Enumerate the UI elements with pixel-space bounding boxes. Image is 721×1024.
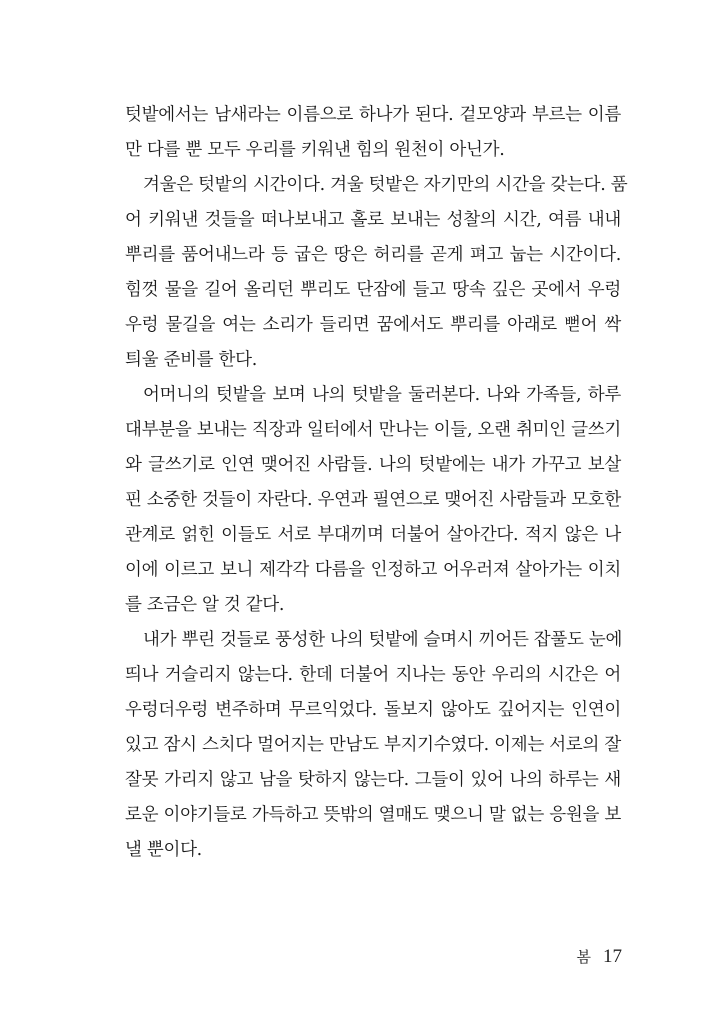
text-line: 잘못 가리지 않고 남을 탓하지 않는다. 그들이 있어 나의 하루는 새 — [125, 770, 621, 790]
paragraph — [125, 98, 621, 168]
text-line: 어머니의 텃밭을 보며 나의 텃밭을 둘러본다. 나와 가족들, 하루 — [143, 385, 621, 405]
text-line: 와 글쓰기로 인연 맺어진 사람들. 나의 텃밭에는 내가 가꾸고 보살 — [125, 455, 621, 475]
text-line: 만 다를 뿐 모두 우리를 키워낸 힘의 원천이 아닌가. — [125, 140, 505, 160]
text-line: 틔울 준비를 한다. — [125, 350, 258, 370]
paragraph — [125, 168, 628, 378]
text-line: 내가 뿌린 것들로 풍성한 나의 텃밭에 슬며시 끼어든 잡풀도 눈에 — [143, 630, 623, 650]
text-line: 어 키워낸 것들을 떠나보내고 홀로 보내는 성찰의 시간, 여름 내내 — [125, 210, 621, 230]
text-line: 관계로 얽힌 이들도 서로 부대끼며 더불어 살아간다. 적지 않은 나 — [125, 525, 621, 545]
text-line: 있고 잠시 스치다 멀어지는 만남도 부지기수였다. 이제는 서로의 잘 — [125, 735, 621, 755]
paragraph — [125, 623, 621, 868]
text-line: 우렁더우렁 변주하며 무르익었다. 돌보지 않아도 깊어지는 인연이 — [125, 700, 621, 720]
page-number: 17 — [603, 946, 622, 967]
text-line: 힘껏 물을 길어 올리던 뿌리도 단잠에 들고 땅속 깊은 곳에서 우렁 — [125, 280, 621, 300]
text-line: 를 조금은 알 것 같다. — [125, 595, 285, 615]
book-page-body — [125, 98, 628, 868]
text-line: 텃밭에서는 남새라는 이름으로 하나가 된다. 겉모양과 부르는 이름 — [125, 105, 621, 125]
text-line: 이에 이르고 보니 제각각 다름을 인정하고 어우러져 살아가는 이치 — [125, 560, 621, 580]
text-line: 띄나 거슬리지 않는다. 한데 더불어 지나는 동안 우리의 시간은 어 — [125, 665, 621, 685]
paragraph — [125, 378, 621, 623]
text-line: 대부분을 보내는 직장과 일터에서 만나는 이들, 오랜 취미인 글쓰기 — [125, 420, 621, 440]
section-label: 봄 — [576, 948, 591, 966]
text-line: 우렁 물길을 여는 소리가 들리면 꿈에서도 뿌리를 아래로 뻗어 싹 — [125, 315, 621, 335]
page-footer — [560, 946, 622, 968]
text-line: 뿌리를 품어내느라 등 굽은 땅은 허리를 곧게 펴고 눕는 시간이다. — [125, 245, 621, 265]
text-line: 핀 소중한 것들이 자란다. 우연과 필연으로 맺어진 사람들과 모호한 — [125, 490, 621, 510]
text-line: 겨울은 텃밭의 시간이다. 겨울 텃밭은 자기만의 시간을 갖는다. 품 — [143, 175, 628, 195]
text-line: 낼 뿐이다. — [125, 840, 202, 860]
text-line: 로운 이야기들로 가득하고 뜻밖의 열매도 맺으니 말 없는 응원을 보 — [125, 805, 621, 825]
